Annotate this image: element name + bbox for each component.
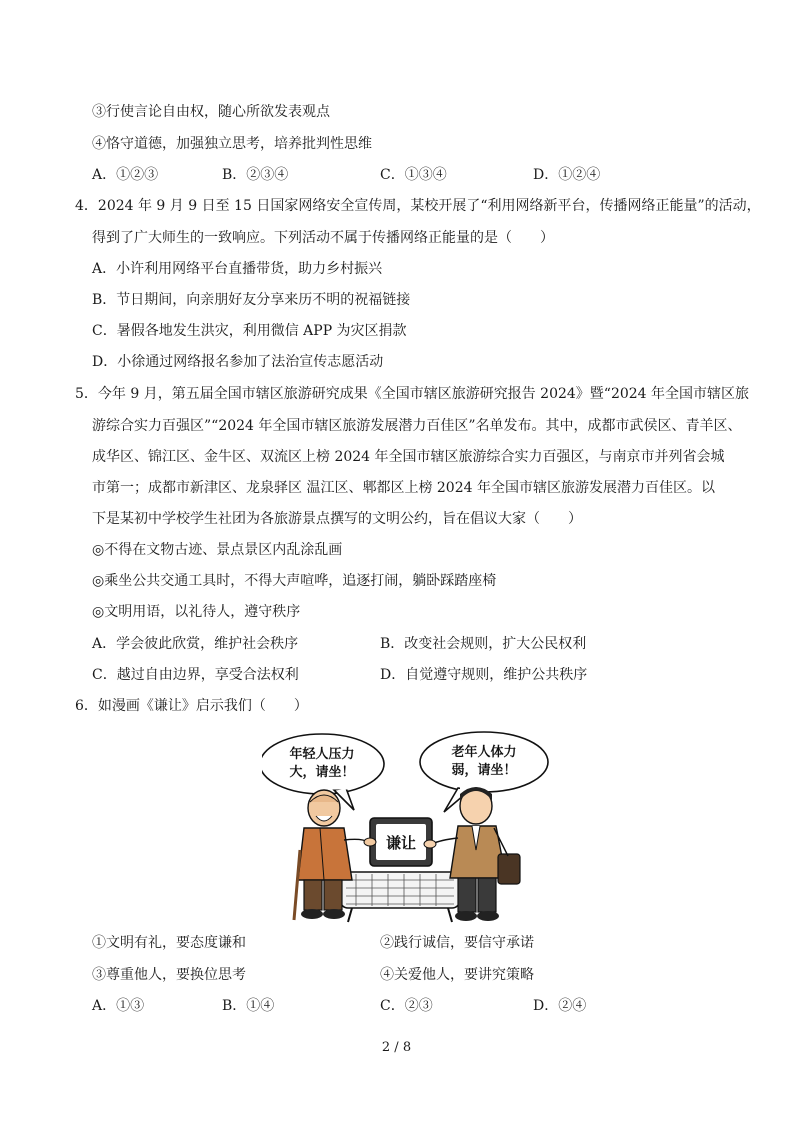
q5-stem-line-5: 下是某初中学校学生社团为各旅游景点撰写的文明公约，旨在倡议大家（ ）	[92, 511, 582, 527]
q6-option-a: A．①③	[92, 998, 145, 1014]
q3-item-4: ④恪守道德，加强独立思考，培养批判性思维	[92, 136, 372, 152]
q5-option-a: A．学会彼此欣赏，维护社会秩序	[92, 636, 299, 652]
q3-item-3: ③行使言论自由权，随心所欲发表观点	[92, 104, 330, 120]
bubble-left-line-1: 年轻人压力	[289, 747, 355, 762]
q6-item-2: ②践行诚信，要信守承诺	[380, 935, 534, 951]
q5-stem-line-4: 市第一；成都市新津区、龙泉驿区 温江区、郫都区上榜 2024 年全国市辖区旅游发展潜力百佳区。以	[92, 480, 715, 496]
q5-stem-line-1: 5．今年 9 月，第五届全国市辖区旅游研究成果《全国市辖区旅游研究报告 2024》暨“2024 年全国市辖区旅	[75, 386, 750, 402]
page-number: 2 / 8	[381, 1040, 412, 1055]
q5-rule-1: ◎不得在文物古迹、景点景区内乱涂乱画	[92, 542, 343, 558]
q3-option-a: A．①②③	[92, 167, 159, 183]
bench-sign-text: 谦让	[385, 834, 417, 852]
q4-option-a: A．小许利用网络平台直播带货，助力乡村振兴	[92, 261, 383, 277]
q5-stem-line-3: 成华区、锦江区、金牛区、双流区上榜 2024 年全国市辖区旅游综合实力百强区，与南京市并列省会城	[92, 449, 725, 465]
bubble-right-line-1: 老年人体力	[451, 745, 517, 760]
q6-option-d: D．②④	[533, 998, 587, 1014]
bubble-right-line-2: 弱，请坐！	[451, 763, 517, 778]
q4-option-b: B．节日期间，向亲朋好友分享来历不明的祝福链接	[92, 292, 411, 308]
q6-stem: 6．如漫画《谦让》启示我们（ ）	[75, 698, 308, 714]
q6-item-1: ①文明有礼，要态度谦和	[92, 935, 246, 951]
q4-stem-line-2: 得到了广大师生的一致响应。下列活动不属于传播网络正能量的是（ ）	[92, 230, 554, 246]
q5-option-b: B．改变社会规则，扩大公民权利	[380, 636, 587, 652]
q4-option-c: C．暑假各地发生洪灾，利用微信 APP 为灾区捐款	[92, 323, 407, 339]
cartoon-modesty	[262, 730, 552, 925]
bubble-left-line-2: 大，请坐！	[289, 765, 355, 780]
q4-option-d: D．小徐通过网络报名参加了法治宣传志愿活动	[92, 354, 384, 370]
q4-stem-line-1: 4．2024 年 9 月 9 日至 15 日国家网络安全宣传周，某校开展了“利用网络新平台，传播网络正能量”的活动，	[75, 198, 761, 214]
q6-item-4: ④关爱他人，要讲究策略	[380, 967, 534, 983]
q6-option-b: B．①④	[222, 998, 275, 1014]
q3-option-d: D．①②④	[533, 167, 601, 183]
q3-option-c: C．①③④	[380, 167, 447, 183]
q5-rule-2: ◎乘坐公共交通工具时，不得大声喧哗，追逐打闹，躺卧踩踏座椅	[92, 573, 497, 589]
q5-rule-3: ◎文明用语，以礼待人，遵守秩序	[92, 604, 301, 620]
q6-item-3: ③尊重他人，要换位思考	[92, 967, 246, 983]
q5-option-d: D．自觉遵守规则，维护公共秩序	[380, 667, 588, 683]
q5-option-c: C．越过自由边界，享受合法权利	[92, 667, 299, 683]
q5-stem-line-2: 游综合实力百强区”“2024 年全国市辖区旅游发展潜力百佳区”名单发布。其中，成都市武侯区、青羊区、	[92, 418, 742, 434]
q3-option-b: B．②③④	[222, 167, 289, 183]
q6-option-c: C．②③	[380, 998, 433, 1014]
